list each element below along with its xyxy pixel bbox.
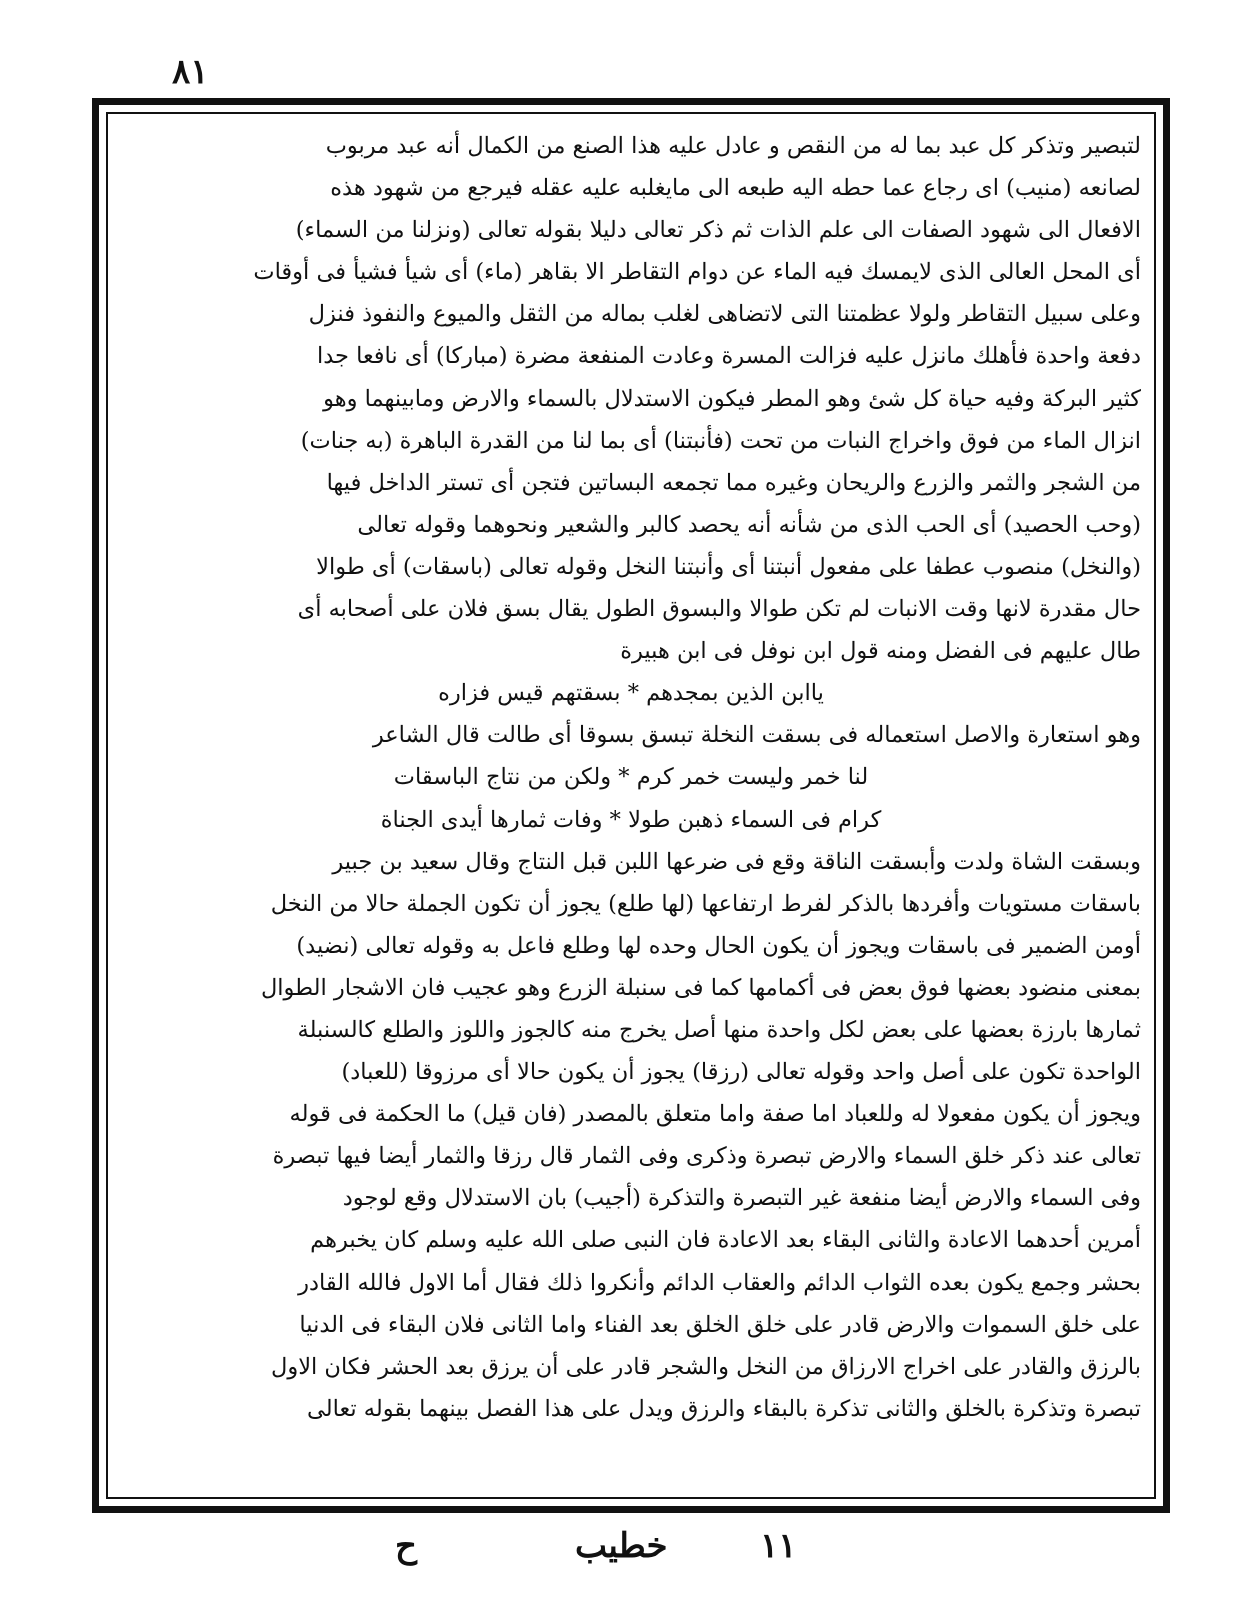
text-line: (وحب الحصيد) أى الحب الذى من شأنه أنه يحصد كالبر والشعير ونحوهما وقوله تعالى	[357, 511, 1141, 538]
signature-mark-number: ١١	[760, 1526, 797, 1566]
text-line: (والنخل) منصوب عطفا على مفعول أنبتنا أى وأنبتنا النخل وقوله تعالى (باسقات) أى طوالا	[316, 553, 1141, 580]
text-line: على خلق السموات والارض قادر على خلق الخلق بعد الفناء واما الثانى فلان البقاء فى الدنيا	[299, 1311, 1141, 1338]
text-line: بحشر وجمع يكون بعده الثواب الدائم والعقاب الدائم وأنكروا ذلك فقال أما الاول فالله القادر	[298, 1269, 1141, 1296]
text-line: أمرين أحدهما الاعادة والثانى البقاء بعد الاعادة فان النبى صلى الله عليه وسلم كان يخبرهم	[310, 1227, 1141, 1254]
text-frame	[92, 98, 1170, 1513]
text-block	[121, 125, 1141, 1490]
text-line: وهو استعارة والاصل استعماله فى بسقت النخلة تبسق بسوقا أى طالت قال الشاعر	[372, 722, 1141, 749]
text-line: أومن الضمير فى باسقات ويجوز أن يكون الحال وحده لها وطلع فاعل به وقوله تعالى (نضيد)	[296, 932, 1141, 959]
signature-mark-letter: ح	[395, 1526, 417, 1566]
text-line: لتبصير وتذكر كل عبد بما له من النقص و عادل عليه هذا الصنع من الكمال أنه عبد مربوب	[325, 133, 1141, 159]
text-line: الواحدة تكون على أصل واحد وقوله تعالى (رزقا) يجوز أن يكون حالا أى مرزوقا (للعباد)	[341, 1059, 1141, 1086]
text-line: الافعال الى شهود الصفات الى علم الذات ثم ذكر تعالى دليلا بقوله تعالى (ونزلنا من السماء)	[295, 217, 1141, 244]
page-footer	[0, 1514, 1240, 1574]
text-line: تعالى عند ذكر خلق السماء والارض تبصرة وذكرى وفى الثمار قال رزقا والثمار أيضا فيها تبصرة	[272, 1143, 1141, 1170]
poetry-verse: لنا خمر وليست خمر كرم * ولكن من نتاج الباسقات	[393, 764, 869, 791]
text-line: باسقات مستويات وأفردها بالذكر لفرط ارتفاعها (لها طلع) يجوز أن تكون الجملة حالا من النخل	[270, 890, 1141, 917]
poetry-verse: كرام فى السماء ذهبن طولا * وفات ثمارها أيدى الجناة	[380, 806, 882, 833]
text-line: تبصرة وتذكرة بالخلق والثانى تذكرة بالبقاء والرزق ويدل على هذا الفصل بينهما بقوله تعالى	[307, 1395, 1141, 1422]
text-line: ثمارها بارزة بعضها على بعض لكل واحدة منها أصل يخرج منه كالجوز واللوز والطلع كالسنبلة	[297, 1016, 1141, 1043]
text-line: كثير البركة وفيه حياة كل شئ وهو المطر فيكون الاستدلال بالسماء والارض ومابينهما وهو	[323, 385, 1141, 412]
text-line: وعلى سبيل التقاطر ولولا عظمتنا التى لاتضاهى لغلب بماله من الثقل والميوع والنفوذ فنزل	[308, 301, 1141, 328]
page-number: ٨١	[172, 52, 209, 92]
text-line: ويجوز أن يكون مفعولا له وللعباد اما صفة واما متعلق بالمصدر (فان قيل) ما الحكمة فى قوله	[289, 1101, 1141, 1128]
text-line: بالرزق والقادر على اخراج الارزاق من النخل والشجر قادر على أن يرزق بعد الحشر فكان الاول	[270, 1353, 1141, 1380]
text-line: دفعة واحدة فأهلك مانزل عليه فزالت المسرة وعادت المنفعة مضرة (مباركا) أى نافعا جدا	[316, 343, 1141, 370]
text-line: انزال الماء من فوق واخراج النبات من تحت (فأنبتنا) أى بما لنا من القدرة الباهرة (به جنات)	[300, 427, 1141, 454]
text-line: وبسقت الشاة ولدت وأبسقت الناقة وقع فى ضرعها اللبن قبل النتاج وقال سعيد بن جبير	[332, 848, 1141, 875]
poetry-verse: ياابن الذين بمجدهم * بسقتهم قيس فزاره	[438, 680, 824, 707]
text-line: حال مقدرة لانها وقت الانبات لم تكن طوالا والبسوق الطول يقال بسق فلان على أصحابه أى	[297, 596, 1141, 623]
text-line: وفى السماء والارض أيضا منفعة غير التبصرة والتذكرة (أجيب) بان الاستدلال وقع لوجود	[342, 1185, 1141, 1212]
signature-mark-word: خطيب	[575, 1526, 668, 1566]
text-line: لصانعه (منيب) اى رجاع عما حطه اليه طبعه الى مايغلبه عليه عقله فيرجع من شهود هذه	[330, 175, 1141, 202]
text-line: طال عليهم فى الفضل ومنه قول ابن نوفل فى ابن هبيرة	[620, 638, 1141, 665]
text-line: من الشجر والثمر والزرع والريحان وغيره مما تجمعه البساتين فتجن أى تستر الداخل فيها	[326, 469, 1141, 496]
text-line: أى المحل العالى الذى لايمسك فيه الماء عن دوام التقاطر الا بقاهر (ماء) أى شيأ فشيأ فى أوقات	[253, 259, 1141, 286]
text-line: بمعنى منضود بعضها فوق بعض فى أكمامها كما فى سنبلة الزرع وهو عجيب فان الاشجار الطوال	[260, 974, 1141, 1001]
